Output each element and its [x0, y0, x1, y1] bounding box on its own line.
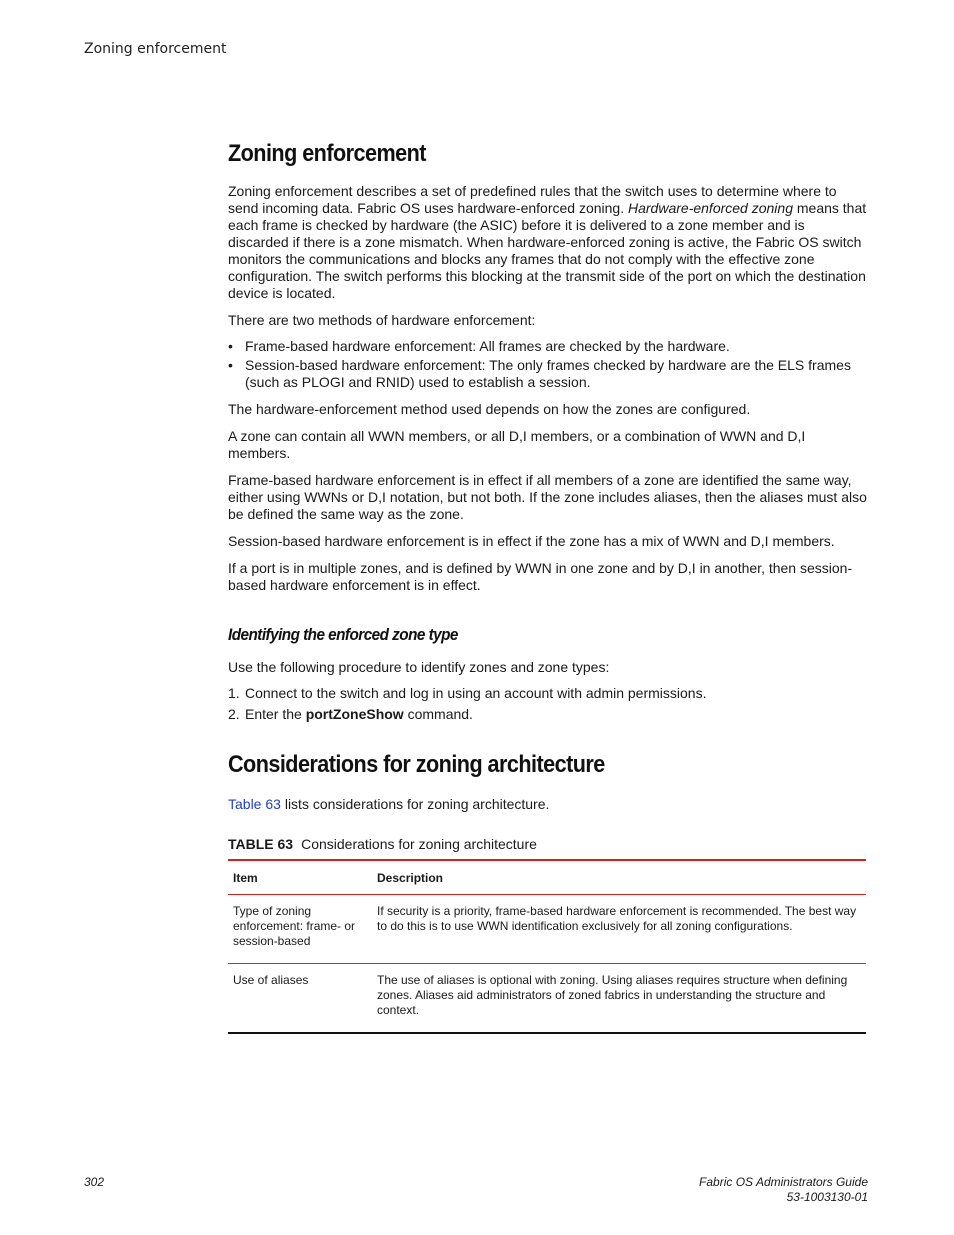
list-item: [228, 338, 868, 355]
table-label: TABLE 63: [228, 836, 294, 852]
table-caption: [228, 836, 868, 853]
step-number: 2.: [228, 706, 240, 722]
paragraph-members: A zone can contain all WWN members, or all D,I members, or a combination of WWN and D,I members.: [228, 428, 806, 461]
bullet-marker: •: [228, 338, 233, 354]
column-header-item: Item: [228, 860, 372, 895]
considerations-table: [228, 859, 866, 1034]
paragraph-method: The hardware-enforcement method used depends on how the zones are configured.: [228, 401, 751, 417]
table-header-row: [228, 860, 866, 895]
column-header-description: Description: [372, 860, 866, 895]
section-title-considerations: Considerations for zoning architecture: [228, 751, 605, 778]
table-63-link[interactable]: Table 63: [228, 796, 281, 812]
list-item-text: Session-based hardware enforcement: The only frames checked by hardware are the ELS frames (such as PLOGI and RNID) used to establish a session.: [245, 357, 851, 390]
table-reference-text: lists considerations for zoning architecture.: [280, 796, 550, 812]
paragraph-frame-based: Frame-based hardware enforcement is in effect if all members of a zone are identified the same way, either using WWNs or D,I notation, but not both. If the zone includes aliases, then the aliases must also be defined the same way as the zone.: [228, 472, 867, 522]
methods-intro: There are two methods of hardware enforcement:: [228, 312, 536, 328]
table-cell-description: The use of aliases is optional with zoning. Using aliases requires structure when defining zones. Aliases aid administrators of zoned fabrics in understanding the structure and context.: [372, 964, 866, 1034]
paragraph-session-based: Session-based hardware enforcement is in effect if the zone has a mix of WWN and D,I members.: [228, 533, 835, 549]
subsection-title: Identifying the enforced zone type: [228, 625, 458, 644]
table-reference-paragraph: [228, 796, 868, 813]
step-text-pre: Enter the: [245, 706, 306, 722]
list-item: [228, 706, 868, 723]
document-number: 53-1003130-01: [786, 1190, 868, 1204]
table-cell-description: If security is a priority, frame-based hardware enforcement is recommended. The best way to do this is to use WWN identification exclusively for all zoning configurations.: [372, 895, 866, 964]
intro-text-a: Zoning enforcement describes a set of predefined rules that the switch uses to determine where to send incoming data. Fabric OS uses hardware-enforced zoning.: [228, 183, 837, 216]
step-text: Connect to the switch and log in using an account with admin permissions.: [245, 685, 707, 701]
procedure-steps: [228, 685, 868, 723]
page-content: [228, 138, 868, 1034]
list-item-text: Frame-based hardware enforcement: All frames are checked by the hardware.: [245, 338, 730, 354]
intro-paragraph: [228, 183, 868, 302]
guide-title: Fabric OS Administrators Guide: [699, 1175, 868, 1189]
intro-text-b: means that each frame is checked by hardware (the ASIC) before it is delivered to a zone member and is discarded if there is a zone mismatch. When hardware-enforced zoning is active, the Fabric OS switch monitors the communications and blocks any frames that do not comply with the effective zone configuration. The switch performs this blocking at the transmit side of the port on which the destination device is located.: [228, 200, 867, 301]
table-row: [228, 895, 866, 964]
bullet-marker: •: [228, 357, 233, 373]
page-number: 302: [84, 1175, 105, 1189]
footer-doc-info: [699, 1175, 868, 1205]
table-cell-item: Type of zoning enforcement: frame- or session-based: [228, 895, 372, 964]
list-item: [228, 357, 868, 391]
step-number: 1.: [228, 685, 240, 701]
table-caption-text: Considerations for zoning architecture: [301, 836, 537, 852]
section-title-zoning-enforcement: Zoning enforcement: [228, 140, 426, 167]
running-header: Zoning enforcement: [84, 41, 227, 57]
table-row: [228, 964, 866, 1034]
procedure-intro: Use the following procedure to identify zones and zone types:: [228, 659, 610, 675]
step-text-post: command.: [403, 706, 473, 722]
command-name: portZoneShow: [305, 706, 404, 722]
methods-list: [228, 338, 868, 391]
list-item: [228, 685, 868, 702]
table-cell-item: Use of aliases: [228, 964, 372, 1034]
intro-term: Hardware-enforced zoning: [628, 200, 793, 216]
paragraph-multiple-zones: If a port is in multiple zones, and is defined by WWN in one zone and by D,I in another, then session-based hardware enforcement is in effect.: [228, 560, 853, 593]
